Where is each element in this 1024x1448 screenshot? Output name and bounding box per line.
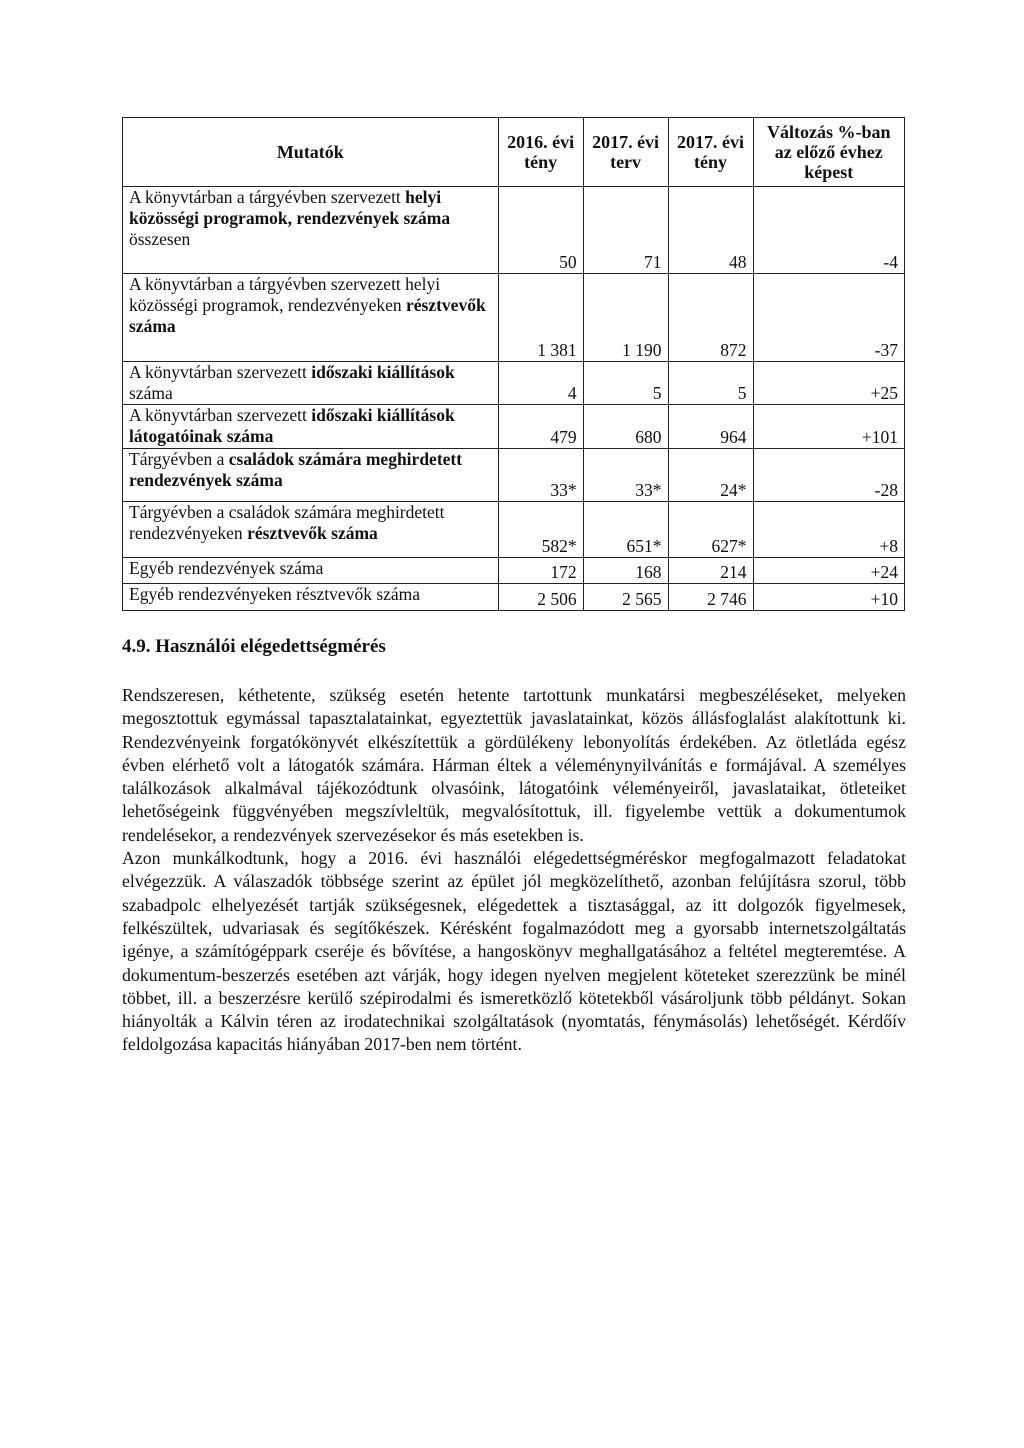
cell-2016: 479 [498, 405, 583, 449]
row-label: A könyvtárban szervezett időszaki kiállítások száma [123, 362, 499, 405]
cell-2016: 4 [498, 362, 583, 405]
cell-change: +8 [753, 502, 905, 558]
cell-2016: 33* [498, 449, 583, 502]
cell-change: -4 [753, 187, 905, 274]
row-label: A könyvtárban szervezett időszaki kiállítások látogatóinak száma [123, 405, 499, 449]
cell-2016: 50 [498, 187, 583, 274]
cell-2017-actual: 24* [668, 449, 753, 502]
paragraph: Rendszeresen, kéthetente, szükség esetén hetente tartottunk munkatársi megbeszéléseket, melyeken megosztottuk egymással tapasztalatainkat, egyeztettük javaslatainkat, közös állásfoglalást alakítottunk ki. Rendezvényeink forgatókönyvét elkészítettük a gördülékeny lebonyolítás érdekében. Az ötletláda egész évben elérhető volt a látogatók számára. Hárman éltek a véleménynyilvánítás e formájával. A személyes találkozások alkalmával tájékozódtunk olvasóink, látogatóink véleményeiről, javaslataikat, ötleteiket lehetőségeink függvényében megszívleltük, megvalósítottuk, ill. figyelembe vettük a dokumentumok rendelésekor, a rendezvények szervezésekor és más esetekben is. [122, 685, 906, 845]
table-row [123, 187, 905, 274]
cell-change: +25 [753, 362, 905, 405]
table-row [123, 558, 905, 584]
cell-2017-actual: 48 [668, 187, 753, 274]
row-label: A könyvtárban a tárgyévben szervezett helyi közösségi programok, rendezvényeken résztvevők száma [123, 274, 499, 362]
cell-2017-plan: 71 [583, 187, 668, 274]
cell-2017-actual: 214 [668, 558, 753, 584]
paragraph: Azon munkálkodtunk, hogy a 2016. évi használói elégedettségméréskor megfogalmazott feladatokat elvégezzük. A válaszadók többsége szerint az épület jól megközelíthető, azonban felújításra szorul, több szabadpolc elhelyezését tartják szükségesnek, elégedettek a tisztasággal, az itt dolgozók figyelmesek, felkészültek, udvariasak és segítőkészek. Kérésként fogalmazódott meg a gyorsabb internetszolgáltatás igénye, a számítógéppark cseréje és bővítése, a hangoskönyv meghallgatásához a feltétel megteremtése. A dokumentum-beszerzés esetében azt várják, hogy idegen nyelven megjelent köteteket szerezzünk be minél többet, ill. a beszerzésre kerülő szépirodalmi és ismeretközlő kötetekből vásároljunk több példányt. Sokan hiányolták a Kálvin téren az irodatechnikai szolgáltatások (nyomtatás, fénymásolás) lehetőségét. Kérdőív feldolgozása kapacitás hiányában 2017-ben nem történt. [122, 848, 906, 1055]
cell-2016: 582* [498, 502, 583, 558]
header-2017-actual: 2017. évi tény [668, 118, 753, 187]
table-row [123, 502, 905, 558]
cell-2016: 2 506 [498, 584, 583, 611]
cell-2017-plan: 651* [583, 502, 668, 558]
table-row [123, 449, 905, 502]
cell-2017-actual: 627* [668, 502, 753, 558]
row-label: A könyvtárban a tárgyévben szervezett helyi közösségi programok, rendezvények száma összesen [123, 187, 499, 274]
cell-2017-plan: 680 [583, 405, 668, 449]
table-row [123, 584, 905, 611]
cell-2017-actual: 5 [668, 362, 753, 405]
row-label: Tárgyévben a családok számára meghirdetett rendezvények száma [123, 449, 499, 502]
cell-2017-actual: 2 746 [668, 584, 753, 611]
cell-2016: 1 381 [498, 274, 583, 362]
header-mutatok: Mutatók [123, 118, 499, 187]
cell-change: +24 [753, 558, 905, 584]
cell-change: +10 [753, 584, 905, 611]
table-row [123, 274, 905, 362]
section-heading: 4.9. Használói elégedettségmérés [122, 636, 386, 657]
cell-2017-actual: 964 [668, 405, 753, 449]
table-header-row [123, 118, 905, 187]
cell-change: -37 [753, 274, 905, 362]
cell-2017-plan: 2 565 [583, 584, 668, 611]
statistics-table [122, 117, 905, 611]
cell-change: +101 [753, 405, 905, 449]
cell-2017-actual: 872 [668, 274, 753, 362]
row-label: Egyéb rendezvények száma [123, 558, 499, 584]
table-row [123, 405, 905, 449]
cell-2017-plan: 33* [583, 449, 668, 502]
cell-change: -28 [753, 449, 905, 502]
cell-2017-plan: 168 [583, 558, 668, 584]
row-label: Egyéb rendezvényeken résztvevők száma [123, 584, 499, 611]
section-body [122, 684, 906, 1057]
table-row [123, 362, 905, 405]
cell-2017-plan: 1 190 [583, 274, 668, 362]
header-change-percent: Változás %-ban az előző évhez képest [753, 118, 905, 187]
cell-2017-plan: 5 [583, 362, 668, 405]
header-2017-plan: 2017. évi terv [583, 118, 668, 187]
row-label: Tárgyévben a családok számára meghirdetett rendezvényeken résztvevők száma [123, 502, 499, 558]
header-2016-actual: 2016. évi tény [498, 118, 583, 187]
cell-2016: 172 [498, 558, 583, 584]
